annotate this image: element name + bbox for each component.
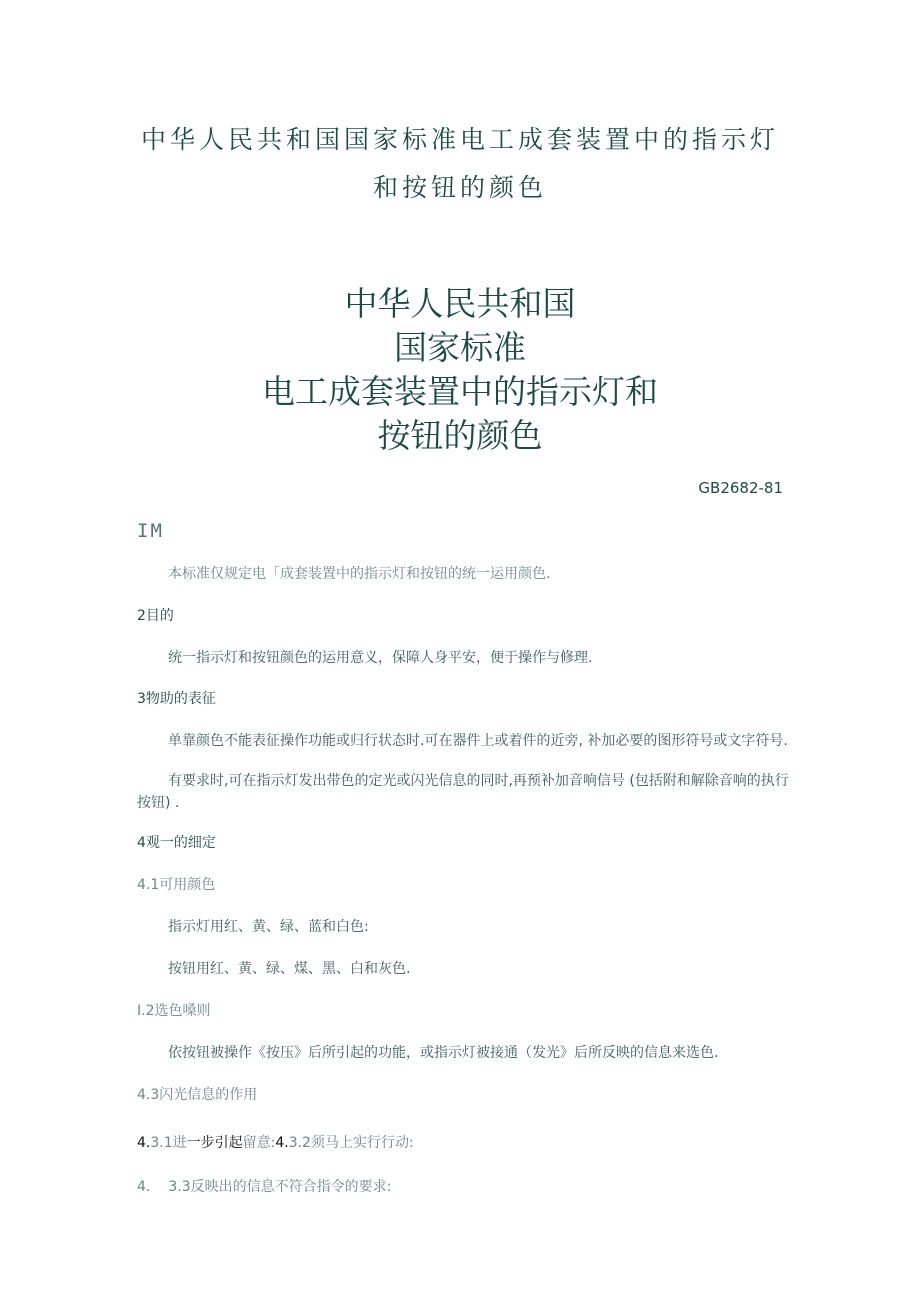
cover-title-line1: 中华人民共和国国家标准电工成套装置中的指示灯	[140, 125, 779, 154]
heading-color-selection: I.2选色嗓则	[137, 1003, 211, 1019]
flashing-info-items	[137, 1132, 787, 1154]
item-text: 3.1进	[150, 1135, 187, 1151]
button-colors-text: 按钮用红、黄、绿、煤、黑、白和灰色.	[168, 961, 411, 977]
main-title-line2: 国家标准	[394, 328, 526, 367]
standard-code: GB2682-81	[698, 479, 783, 497]
heading-purpose: 2目的	[137, 608, 174, 624]
cover-title-line2: 和按钮的颜色	[372, 173, 547, 202]
section-heading-im: IM	[137, 520, 164, 542]
heading-flashing-info: 4.3闪光信息的作用	[137, 1087, 258, 1103]
main-title-line4: 按钮的颜色	[377, 416, 543, 455]
item-number: 4.	[137, 1179, 151, 1195]
aux-indication-text-1: 单靠颜色不能表征操作功能或归行状态时.可在器件上或着件的近旁, 补加必要的图形符号或文字符号.	[168, 733, 788, 749]
item-text: 3.2须马上实行行动:	[288, 1135, 414, 1151]
indicator-colors-text: 指示灯用红、黄、绿、蓝和白色:	[168, 919, 369, 935]
main-title-line3: 电工成套装置中的指示灯和	[262, 372, 658, 411]
heading-unified-rules: 4观一的细定	[137, 835, 216, 851]
heading-available-colors: 4.1可用颜色	[137, 877, 216, 893]
item-number: 4.	[275, 1135, 289, 1151]
scope-text: 本标准仅规定电「成套装置中的指示灯和按钮的统一运用颜色.	[168, 566, 551, 582]
item-text: 3.3反映出的信息不符合指令的要求:	[168, 1179, 392, 1195]
purpose-text: 统一指示灯和按钮颜色的运用意义，保障人身平安，便于操作与修理.	[168, 650, 593, 666]
aux-indication-text-2: 有要求时,可在指示灯发出带色的定光或闪光信息的同时,再预补加音响信号 (包括附和解除音响的执行按钮) .	[137, 773, 789, 811]
flashing-info-item-3	[137, 1176, 787, 1198]
item-text-emphasis: 一步引起	[186, 1135, 243, 1151]
item-text: 留意:	[242, 1135, 276, 1151]
item-number: 4.	[137, 1135, 151, 1151]
heading-aux-indication: 3物助的表征	[137, 691, 216, 707]
color-selection-text: 依按钮被操作《按压》后所引起的功能，或指示灯被接通（发光》后所反映的信息来选色.	[168, 1045, 719, 1061]
main-title-line1: 中华人民共和国	[344, 284, 576, 323]
